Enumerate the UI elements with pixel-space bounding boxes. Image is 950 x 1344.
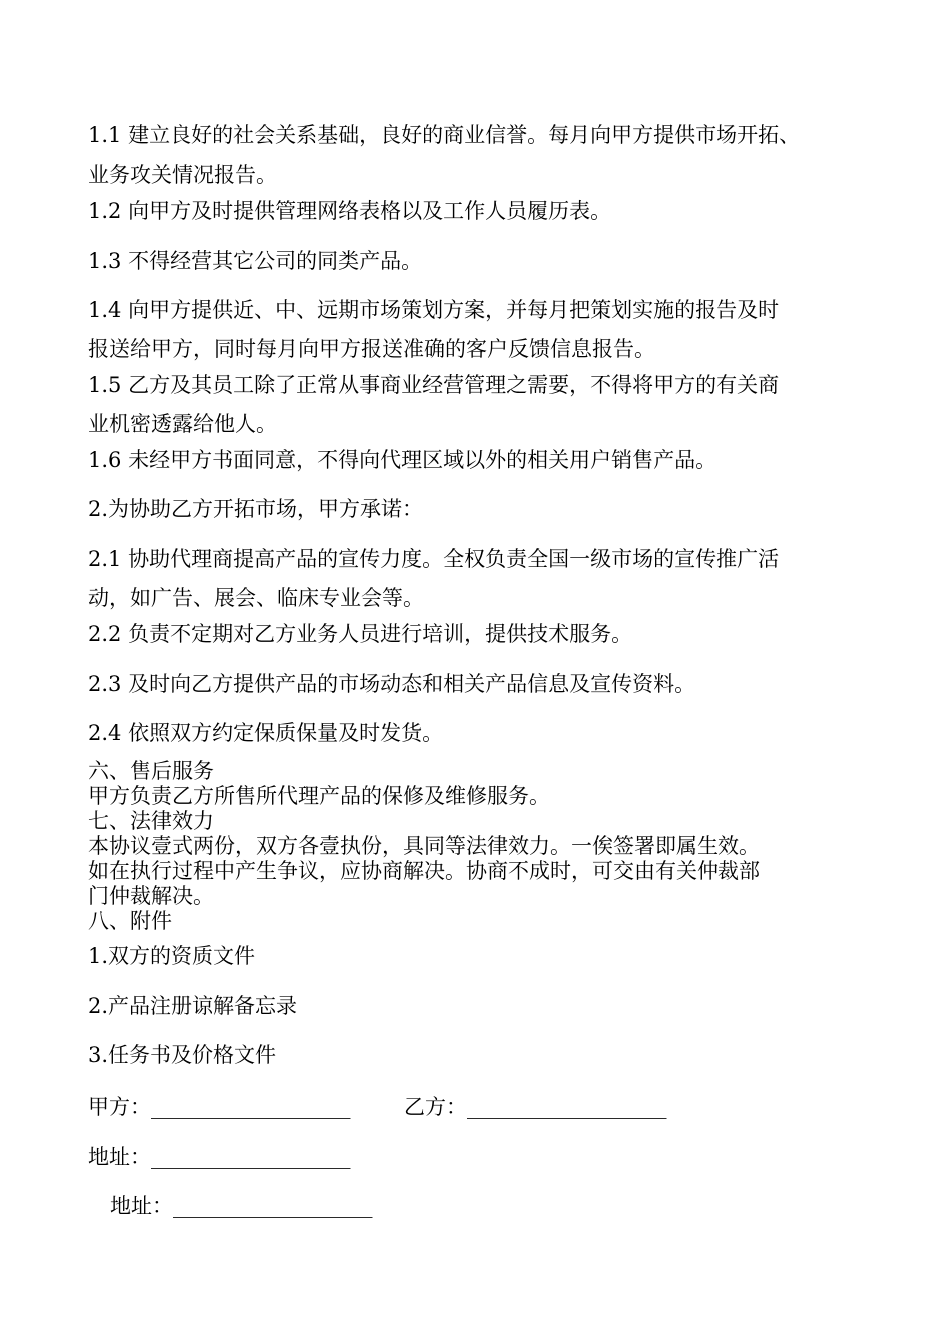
- clause-2-4: 2.4 依照双方约定保质保量及时发货。: [88, 721, 444, 745]
- clause-1-3: 1.3 不得经营其它公司的同类产品。: [88, 249, 423, 273]
- legal-text-line-3: 门仲裁解决。: [88, 884, 214, 908]
- attachment-item-2: 2.产品注册谅解备忘录: [88, 994, 298, 1018]
- party-b-signature: 乙方：___________________: [404, 1095, 667, 1119]
- clause-1-2: 1.2 向甲方及时提供管理网络表格以及工作人员履历表。: [88, 199, 612, 223]
- legal-text-line-2: 如在执行过程中产生争议，应协商解决。协商不成时，可交由有关仲裁部: [88, 859, 760, 883]
- clause-1-4-line-2: 报送给甲方，同时每月向甲方报送准确的客户反馈信息报告。: [88, 337, 655, 361]
- party-a-signature: 甲方：___________________: [88, 1095, 351, 1119]
- clause-2-1-line-1: 2.1 协助代理商提高产品的宣传力度。全权负责全国一级市场的宣传推广活: [88, 547, 780, 571]
- legal-text-line-1: 本协议壹式两份，双方各壹执份，具同等法律效力。一俟签署即属生效。: [88, 834, 760, 858]
- clause-2-3: 2.3 及时向乙方提供产品的市场动态和相关产品信息及宣传资料。: [88, 672, 696, 696]
- clause-1-5-line-2: 业机密透露给他人。: [88, 412, 277, 436]
- clause-1-4-line-1: 1.4 向甲方提供近、中、远期市场策划方案，并每月把策划实施的报告及时: [88, 298, 780, 322]
- clause-2-1-line-2: 动，如广告、展会、临床专业会等。: [88, 586, 424, 610]
- party-b-address: 地址：___________________: [110, 1194, 373, 1218]
- clause-1-5-line-1: 1.5 乙方及其员工除了正常从事商业经营管理之需要，不得将甲方的有关商: [88, 373, 780, 397]
- attachment-item-1: 1.双方的资质文件: [88, 944, 256, 968]
- clause-1-6: 1.6 未经甲方书面同意，不得向代理区域以外的相关用户销售产品。: [88, 448, 717, 472]
- attachments-heading: 八、附件: [88, 909, 172, 933]
- attachment-item-3: 3.任务书及价格文件: [88, 1043, 277, 1067]
- clause-1-1-line-1: 1.1 建立良好的社会关系基础，良好的商业信誉。每月向甲方提供市场开拓、: [88, 123, 801, 147]
- party-a-address: 地址：___________________: [88, 1145, 351, 1169]
- after-sales-heading: 六、售后服务: [88, 759, 214, 783]
- clause-1-1-line-2: 业务攻关情况报告。: [88, 163, 277, 187]
- clause-2-intro: 2.为协助乙方开拓市场，甲方承诺：: [88, 497, 424, 521]
- legal-heading: 七、法律效力: [88, 809, 214, 833]
- clause-2-2: 2.2 负责不定期对乙方业务人员进行培训，提供技术服务。: [88, 622, 633, 646]
- after-sales-text: 甲方负责乙方所售所代理产品的保修及维修服务。: [88, 784, 550, 808]
